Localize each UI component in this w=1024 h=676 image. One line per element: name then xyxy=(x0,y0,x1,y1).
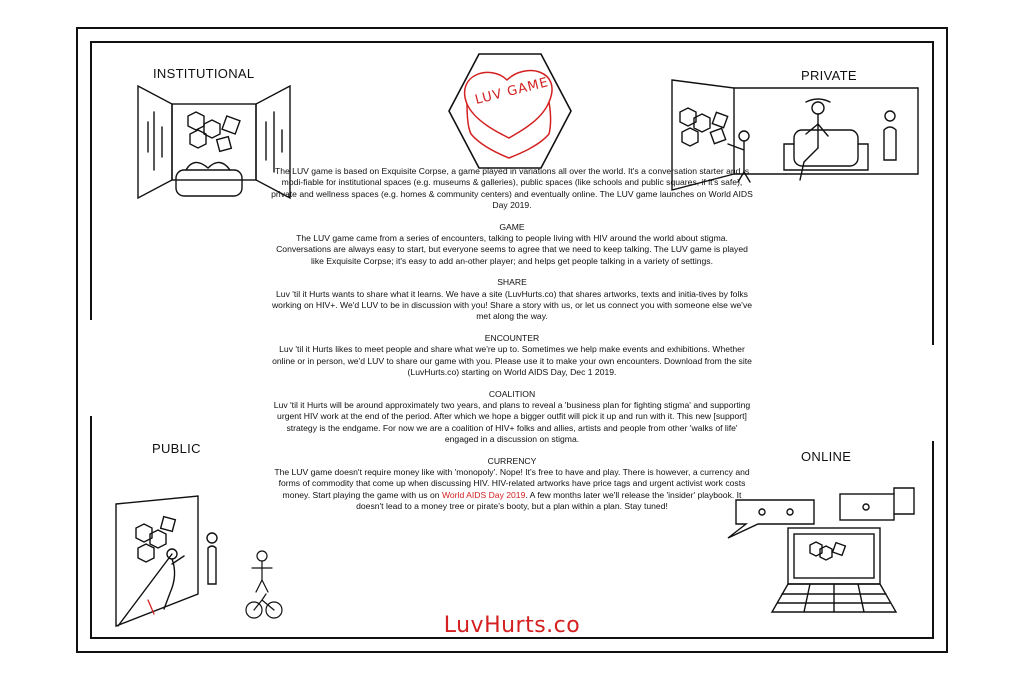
section-body: The LUV game doesn't require money like with 'monopoly'. Nope! It's free to have and play. There is however, a currency and forms of commodity that come up when discussing HIV. HIV-related artworks have price tags and urgent activist work costs money. Start playing the game with us on xyxy=(274,466,750,500)
section-body: Luv 'til it Hurts likes to meet people and share what we're up to. Sometimes we help make events and exhibitions. Whether online or in person, we'd LUV to share our game with you. Please use it to make your own encounters. Download from the site (LuvHurts.co) starting on World AIDS Day, Dec 1 2019. xyxy=(272,344,752,378)
label-public: PUBLIC xyxy=(152,441,201,456)
section-currency xyxy=(270,456,754,513)
left-frame-gap xyxy=(86,320,96,416)
section-heading: SHARE xyxy=(497,277,527,288)
section-body: . A few months later we'll release the 'insider' playbook. It doesn't lead to a money tree or pirate's booty, but a plan within a plan. Stay tuned! xyxy=(356,489,742,512)
label-private: PRIVATE xyxy=(801,68,857,83)
section-body: The LUV game came from a series of encounters, talking to people living with HIV around the world about stigma. Conversations are always easy to start, but everyone seems to agree that we need to keep talking. The LUV game is played like Exquisite Corpse; it's easy to add an-other player; and helps get people talking in a variety of settings. xyxy=(276,233,748,266)
right-frame-gap xyxy=(928,345,938,441)
section-heading: COALITION xyxy=(488,388,536,399)
world-aids-day-highlight: World AIDS Day 2019 xyxy=(441,489,526,500)
section-coalition xyxy=(270,389,754,446)
section-game xyxy=(270,222,754,268)
luv-game-hexagon xyxy=(445,50,575,172)
luvhurts-logo-link[interactable]: LuvHurts.co xyxy=(443,613,581,638)
section-heading: CURRENCY xyxy=(487,455,537,466)
section-share xyxy=(270,277,754,323)
section-body: Luv 'til it Hurts will be around approximately two years, and plans to reveal a 'business plan for fighting stigma' and supporting urgent HIV work at the end of the period. After which we hope a bigger outfit will pick it up and run with it. This new [support] strategy is the endgame. For now we are a coalition of HIV+ folks and allies, artists and people from other 'walks of life' engaged in a discussion on stigma. xyxy=(273,399,751,445)
section-encounter xyxy=(270,333,754,379)
intro-paragraph: The LUV game is based on Exquisite Corpse, a game played in variations all over the world. It's a conversation starter and is modi-fiable for institutional spaces (e.g. museums & galleries), public spaces (like schools and public squares, if it's safe), private and wellness spaces (e.g. homes & community centers) and eventually online. The LUV game launches on World AIDS Day 2019. xyxy=(271,166,753,211)
section-heading: ENCOUNTER xyxy=(484,332,540,343)
main-text-column xyxy=(270,166,754,523)
label-institutional: INSTITUTIONAL xyxy=(153,66,255,81)
section-heading: GAME xyxy=(499,221,525,232)
section-body: Luv 'til it Hurts wants to share what it learns. We have a site (LuvHurts.co) that shares artworks, texts and initia-tives by folks working on HIV+. We'd LUV to be in discussion with you! Share a story with us, or let us connect you with someone else we've met along the way. xyxy=(271,288,753,322)
label-online: ONLINE xyxy=(801,449,852,464)
heart-label: LUV GAME xyxy=(473,75,551,108)
